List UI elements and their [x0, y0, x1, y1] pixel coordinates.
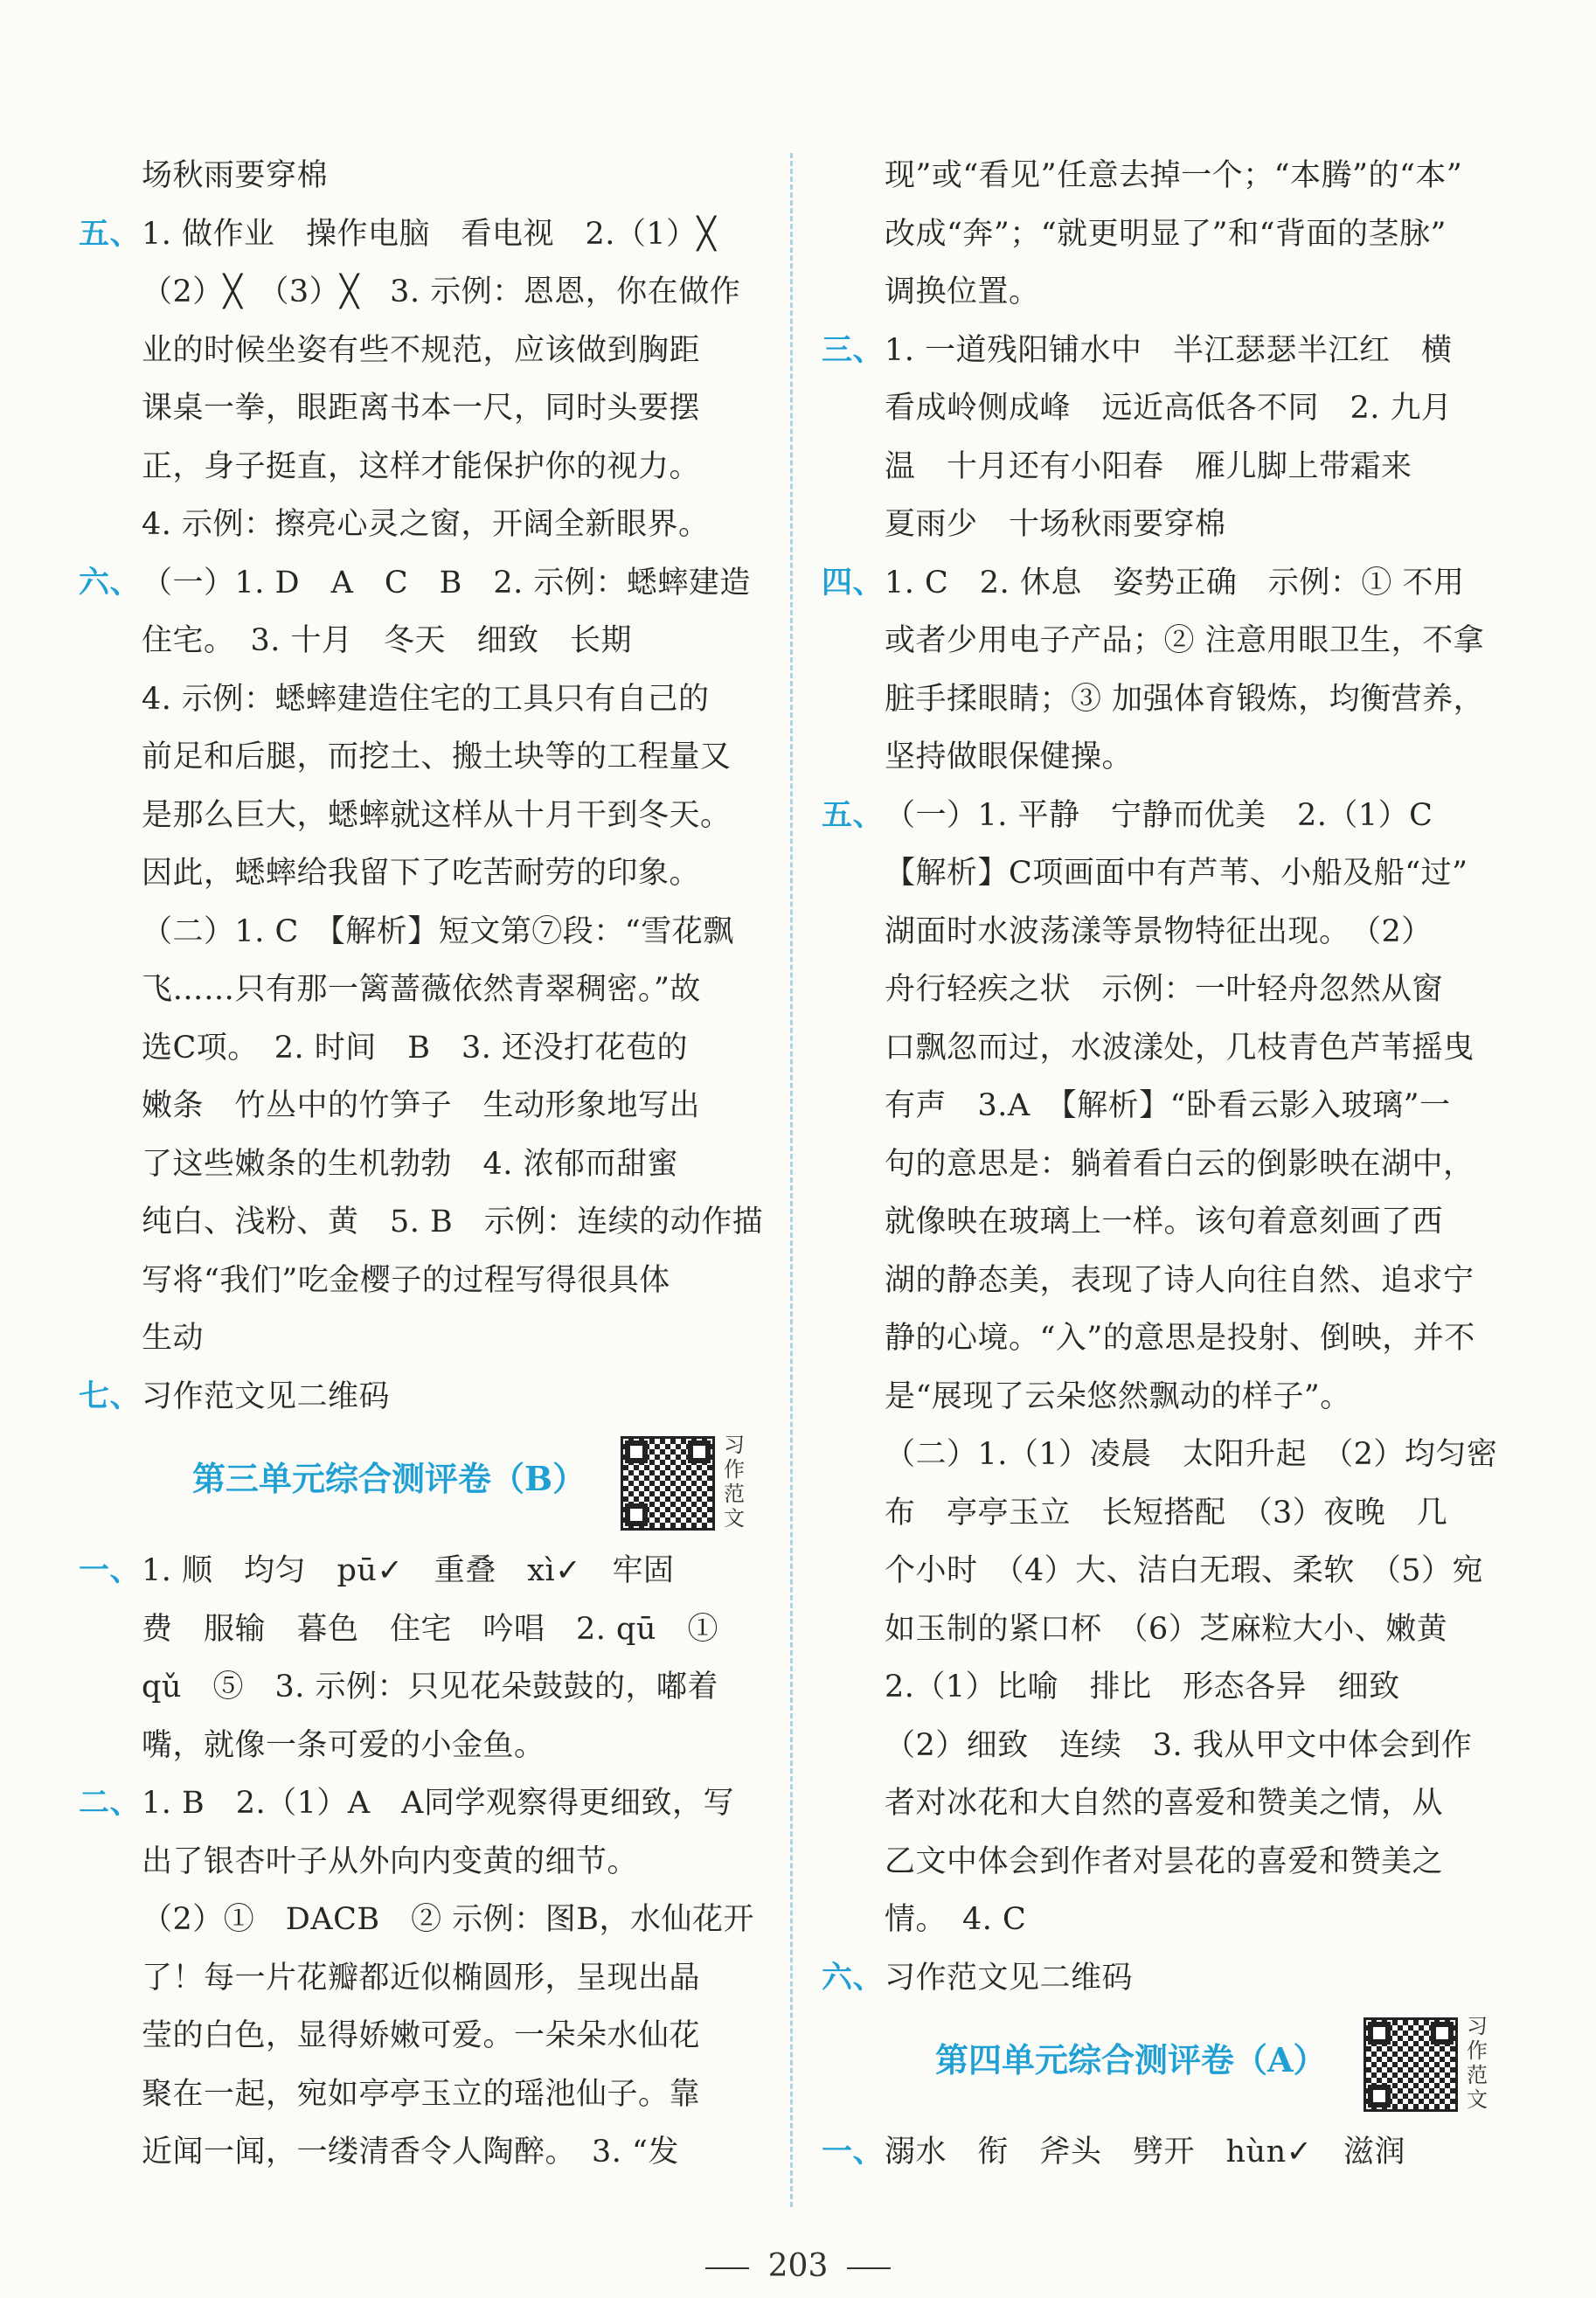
answer-line: 口飘忽而过，水波漾处，几枝青色芦苇摇曳: [885, 1030, 1475, 1066]
answer-line: 夏雨少 十场秋雨要穿棉: [885, 507, 1226, 542]
answer-line: 六、 习作范文见二维码: [822, 1959, 1134, 1996]
footer-dash-left: [705, 2267, 749, 2269]
answer-line: 因此，蟋蟀给我留下了吃苦耐劳的印象。: [142, 856, 701, 891]
answer-line: 如玉制的紧口杯 （6）芝麻粒大小、嫩黄: [885, 1611, 1448, 1647]
answer-line: 改成“奔”；“就更明显了”和“背面的茎脉”: [885, 216, 1447, 252]
answer-line: 者对冰花和大自然的喜爱和赞美之情，从: [885, 1786, 1444, 1821]
answer-line: 舟行轻疾之状 示例：一叶轻舟忽然从窗: [885, 972, 1444, 1007]
answer-line: 4. 示例：蟋蟀建造住宅的工具只有自己的: [142, 681, 710, 717]
answer-line: 调换位置。: [885, 274, 1040, 309]
right-answers-bottom: [822, 2123, 1503, 2182]
answer-line: 场秋雨要穿棉: [142, 158, 329, 193]
answer-line: 温 十月还有小阳春 雁儿脚上带霜来: [885, 448, 1412, 484]
answer-line: 三、 1. 一道残阳铺水中 半江瑟瑟半江红 横: [822, 331, 1453, 368]
answer-line: 业的时候坐姿有些不规范，应该做到胸距: [142, 332, 701, 368]
qr-code-icon[interactable]: [621, 1436, 715, 1531]
right-column: [822, 147, 1503, 2182]
answer-line: 四、 1. C 2. 休息 姿势正确 示例：① 不用: [822, 564, 1465, 601]
answer-line: 嘴，就像一条可爱的小金鱼。: [142, 1727, 545, 1763]
answer-line: 或者少用电子产品；② 注意用眼卫生，不拿: [885, 623, 1485, 658]
answer-line: 是“展现了云朵悠然飘动的样子”。: [885, 1378, 1351, 1414]
answer-line: 费 服输 暮色 住宅 吟唱 2. qū ①: [142, 1611, 718, 1647]
answer-line: 出了银杏叶子从外向内变黄的细节。: [142, 1843, 639, 1879]
answer-line: 纯白、浅粉、黄 5. B 示例：连续的动作描: [142, 1205, 764, 1239]
qr-code-block: [621, 1433, 769, 1534]
answer-line: 六、 （一）1. D A C B 2. 示例：蟋蟀建造: [79, 564, 751, 601]
answer-line: 2.（1）比喻 排比 形态各异 细致: [885, 1670, 1400, 1704]
section-heading-row: [79, 1426, 760, 1542]
qr-code-icon[interactable]: [1364, 2017, 1458, 2112]
answer-line: 五、 （一）1. 平静 宁静而优美 2.（1）C: [822, 796, 1433, 833]
answer-line: 一、 1. 顺 均匀 pū✓ 重叠 xì✓ 牢固: [79, 1552, 675, 1588]
answer-line: 4. 示例：擦亮心灵之窗，开阔全新眼界。: [142, 507, 710, 542]
answer-line: （二）1. C 【解析】短文第⑦段：“雪花飘: [142, 913, 734, 949]
qr-label: 习作范文: [1467, 2014, 1488, 2112]
qr-code-block: [1364, 2014, 1512, 2115]
answer-line: 嫩条 竹丛中的竹笋子 生动形象地写出: [142, 1088, 701, 1123]
answer-line: 了！每一片花瓣都近似椭圆形，呈现出晶: [142, 1960, 701, 1996]
answer-line: 就像映在玻璃上一样。该句着意刻画了西: [885, 1205, 1444, 1239]
answer-line: 莹的白色，显得娇嫩可爱。一朵朵水仙花: [142, 2018, 701, 2053]
answer-line: 脏手揉眼睛；③ 加强体育锻炼，均衡营养，: [885, 681, 1485, 717]
answer-line: （二）1.（1）凌晨 太阳升起 （2）均匀密: [885, 1437, 1498, 1472]
left-answers-bottom: [79, 1542, 760, 2182]
section-heading: 第三单元综合测评卷（B）: [192, 1459, 586, 1498]
answer-line: 句的意思是：躺着看白云的倒影映在湖中，: [885, 1146, 1475, 1182]
answer-line: 飞……只有那一篱蔷薇依然青翠稠密。”故: [142, 972, 701, 1007]
answer-line: 五、 1. 做作业 操作电脑 看电视 2.（1）╳: [79, 215, 717, 252]
answer-line: qǔ ⑤ 3. 示例：只见花朵鼓鼓的，嘟着: [142, 1670, 718, 1704]
answer-line: 近闻一闻，一缕清香令人陶醉。 3. “发: [142, 2135, 679, 2170]
answer-line: 了这些嫩条的生机勃勃 4. 浓郁而甜蜜: [142, 1146, 679, 1182]
answer-line: 二、 1. B 2.（1）A A同学观察得更细致，写: [79, 1785, 734, 1821]
section-heading: 第四单元综合测评卷（A）: [935, 2040, 1327, 2079]
answer-line: 情。 4. C: [885, 1902, 1027, 1937]
right-answers-top: [822, 147, 1503, 2007]
answer-line: 一、 溺水 衔 斧头 劈开 hùn✓ 滋润: [822, 2134, 1405, 2170]
answer-line: 个小时 （4）大、洁白无瑕、柔软 （5）宛: [885, 1553, 1484, 1588]
answer-line: 湖的静态美，表现了诗人向往自然、追求宁: [885, 1262, 1475, 1298]
answer-line: 七、 习作范文见二维码: [79, 1378, 391, 1414]
answer-line: 坚持做眼保健操。: [885, 739, 1134, 774]
answer-line: 乙文中体会到作者对昙花的喜爱和赞美之: [885, 1843, 1444, 1879]
footer-dash-right: [847, 2267, 891, 2269]
answer-line: 看成岭侧成峰 远近高低各不同 2. 九月: [885, 391, 1453, 426]
answer-line: 是那么巨大，蟋蟀就这样从十月干到冬天。: [142, 797, 732, 833]
answer-line: 现”或“看见”任意去掉一个；“本腾”的“本”: [885, 158, 1463, 193]
answer-line: 生动: [142, 1321, 205, 1356]
left-answers-top: [79, 147, 764, 1426]
page-footer: [0, 2248, 1596, 2284]
left-column: [79, 147, 764, 2182]
answer-line: 正，身子挺直，这样才能保护你的视力。: [142, 448, 701, 484]
answer-line: 写将“我们”吃金樱子的过程写得很具体: [142, 1262, 670, 1298]
answer-line: （2）╳ （3）╳ 3. 示例：恩恩，你在做作: [142, 274, 741, 309]
column-divider: [790, 153, 793, 2207]
answer-line: 前足和后腿，而挖土、搬土块等的工程量又: [142, 739, 732, 774]
answer-line: 【解析】C项画面中有芦苇、小船及船“过”: [885, 856, 1468, 891]
page-number: 203: [767, 2248, 829, 2284]
answer-line: 住宅。 3. 十月 冬天 细致 长期: [142, 623, 633, 658]
answer-line: （2）细致 连续 3. 我从甲文中体会到作: [885, 1727, 1473, 1763]
answer-line: 课桌一拳，眼距离书本一尺，同时头要摆: [142, 391, 701, 426]
answer-line: 有声 3.A 【解析】“卧看云影入玻璃”一: [885, 1088, 1451, 1123]
answer-line: 选C项。 2. 时间 B 3. 还没打花苞的: [142, 1030, 689, 1066]
answer-line: 湖面时水波荡漾等景物特征出现。 （2）: [885, 913, 1433, 949]
answer-line: 布 亭亭玉立 长短搭配 （3）夜晚 几: [885, 1495, 1448, 1531]
answer-line: 聚在一起，宛如亭亭玉立的瑶池仙子。靠: [142, 2076, 701, 2112]
qr-label: 习作范文: [724, 1433, 745, 1531]
section-heading-row: [822, 2007, 1503, 2123]
answer-line: （2）① DACB ② 示例：图B，水仙花开: [142, 1902, 754, 1937]
answer-line: 静的心境。“入”的意思是投射、倒映，并不: [885, 1321, 1475, 1356]
